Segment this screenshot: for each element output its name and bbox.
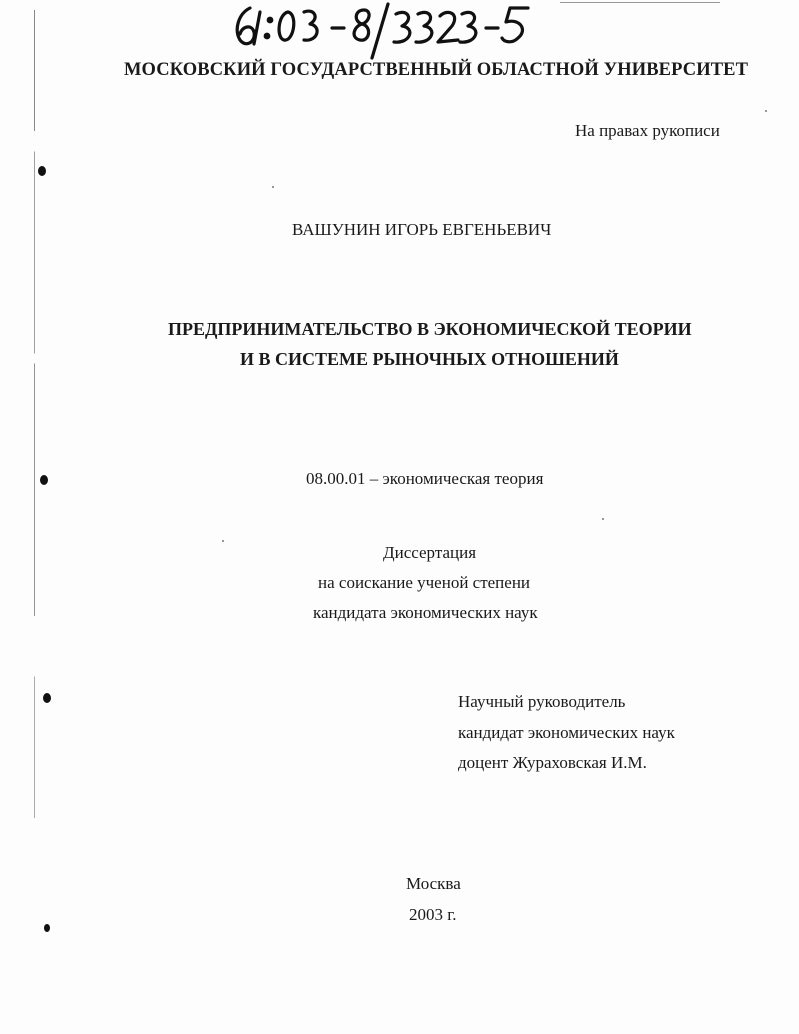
thesis-title-line-2: И В СИСТЕМЕ РЫНОЧНЫХ ОТНОШЕНИЙ [240, 349, 619, 369]
specialty-code: 08.00.01 – экономическая теория [306, 469, 544, 488]
binding-hole-icon [43, 693, 51, 703]
city: Москва [406, 874, 461, 893]
scan-edge-line [560, 2, 720, 3]
degree-purpose: на соискание ученой степени [318, 573, 531, 592]
binding-hole-icon [40, 475, 48, 485]
binding-hole-icon [38, 166, 46, 176]
binding-hole-icon [44, 924, 50, 932]
handwritten-number-icon [228, 0, 538, 60]
dissertation-label: Диссертация [383, 543, 477, 562]
thesis-title-line-1: ПРЕДПРИНИМАТЕЛЬСТВО В ЭКОНОМИЧЕСКОЙ ТЕОРИИ [168, 319, 692, 339]
manuscript-rights-note: На правах рукописи [575, 121, 720, 140]
supervisor-degree: кандидат экономических наук [458, 723, 675, 742]
degree-name: кандидата экономических наук [313, 603, 538, 622]
author-name: ВАШУНИН ИГОРЬ ЕВГЕНЬЕВИЧ [292, 220, 552, 239]
binding-edge-line [34, 10, 35, 1020]
year: 2003 г. [409, 905, 457, 924]
scan-speck [765, 110, 767, 112]
supervisor-label: Научный руководитель [458, 692, 626, 711]
scan-speck [222, 540, 224, 542]
university-name: МОСКОВСКИЙ ГОСУДАРСТВЕННЫЙ ОБЛАСТНОЙ УНИВЕРСИТЕТ [124, 60, 749, 80]
scan-speck [272, 186, 274, 188]
scan-speck [602, 518, 604, 520]
supervisor-name: доцент Жураховская И.М. [458, 753, 647, 772]
handwritten-catalog-number [228, 0, 538, 60]
